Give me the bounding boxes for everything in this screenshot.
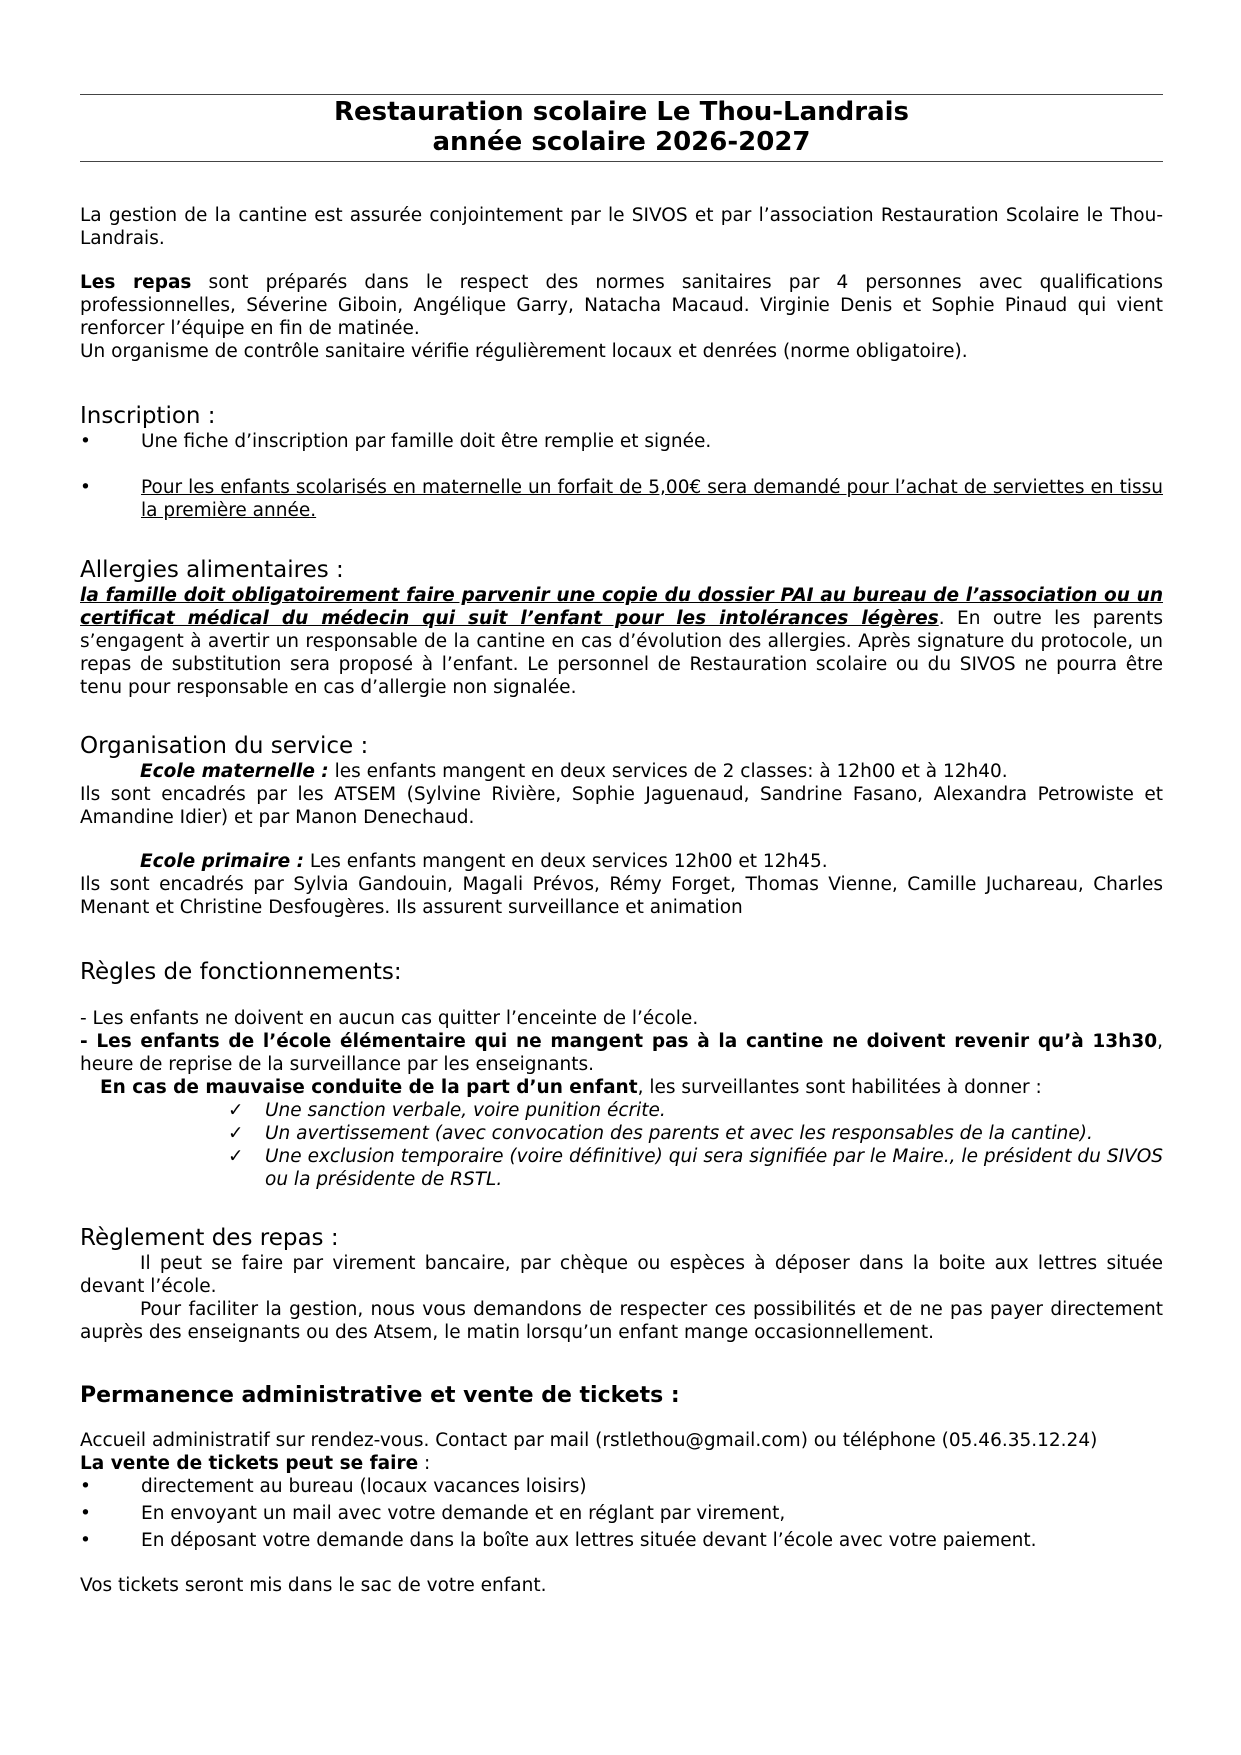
vente-label: La vente de tickets peut se faire — [80, 1453, 419, 1474]
regles-line-2-bold: - Les enfants de l’école élémentaire qui ne mangent pas à la cantine ne doivent revenir qu’à 13h30 — [80, 1031, 1158, 1052]
bullet-icon: • — [80, 431, 91, 452]
vente-item-2 — [80, 1502, 1163, 1525]
checkmark-icon: ✓ — [228, 1146, 244, 1167]
allergies-heading: Allergies alimentaires : — [80, 557, 344, 583]
bullet-icon: • — [80, 1530, 91, 1551]
maternelle-staff: Ils sont encadrés par les ATSEM (Sylvine Rivière, Sophie Jaguenaud, Sandrine Fasano, Alexandra Petrowiste et Amandine Idier) et par Manon Denechaud. — [80, 784, 1163, 828]
document-page — [80, 94, 1163, 1597]
bullet-icon: • — [80, 1503, 91, 1524]
title-line-1: Restauration scolaire Le Thou-Landrais — [333, 97, 910, 127]
allergies-emphasis: la famille doit obligatoirement faire parvenir une copie du dossier PAI au bureau de l’association ou un certificat médical du médecin qui suit l’enfant pour les intolérances légères — [80, 585, 1163, 629]
inscription-heading: Inscription : — [80, 403, 216, 429]
sanction-item-1 — [80, 1099, 1163, 1122]
sanction-text: Une exclusion temporaire (voire définitive) qui sera signifiée par le Maire., le président du SIVOS ou la présidente de RSTL. — [265, 1146, 1163, 1190]
bullet-icon: • — [80, 1476, 91, 1497]
vente-item-text: directement au bureau (locaux vacances loisirs) — [141, 1476, 587, 1497]
checkmark-icon: ✓ — [228, 1123, 244, 1144]
bullet-icon: • — [80, 477, 91, 498]
primaire-line — [80, 850, 1163, 873]
primaire-label: Ecole primaire : — [140, 851, 304, 872]
inscription-item-text: Une fiche d’inscription par famille doit être remplie et signée. — [141, 431, 712, 452]
controle-paragraph: Un organisme de contrôle sanitaire vérifie régulièrement locaux et denrées (norme obligatoire). — [80, 341, 968, 362]
primaire-staff: Ils sont encadrés par Sylvia Gandouin, Magali Prévos, Rémy Forget, Thomas Vienne, Camille Juchareau, Charles Menant et Christine Desfougères. Ils assurent surveillance et animation — [80, 874, 1163, 918]
bottom-rule — [80, 161, 1163, 162]
intro-paragraph: La gestion de la cantine est assurée conjointement par le SIVOS et par l’association Restauration Scolaire le Thou-Landrais. — [80, 205, 1163, 249]
reglement-heading: Règlement des repas : — [80, 1225, 339, 1251]
maternelle-label: Ecole maternelle : — [140, 761, 329, 782]
sanction-text: Un avertissement (avec convocation des parents et avec les responsables de la cantine). — [265, 1123, 1093, 1144]
repas-paragraph — [80, 271, 1163, 340]
checkmark-icon: ✓ — [228, 1100, 244, 1121]
maternelle-text: les enfants mangent en deux services de 2 classes: à 12h00 et à 12h40. — [328, 761, 1008, 782]
permanence-heading: Permanence administrative et vente de tickets : — [80, 1383, 680, 1408]
title-line-2: année scolaire 2026-2027 — [432, 127, 811, 157]
title-block — [80, 95, 1163, 161]
vente-item-text: En envoyant un mail avec votre demande et en réglant par virement, — [141, 1503, 786, 1524]
sanction-item-3 — [80, 1145, 1163, 1191]
repas-label: Les repas — [80, 272, 192, 293]
organisation-heading: Organisation du service : — [80, 733, 369, 759]
vente-item-1 — [80, 1475, 1163, 1498]
primaire-text: Les enfants mangent en deux services 12h00 et 12h45. — [303, 851, 828, 872]
closing-line: Vos tickets seront mis dans le sac de votre enfant. — [80, 1575, 547, 1596]
sanction-item-2 — [80, 1122, 1163, 1145]
reglement-paragraph-2: Pour faciliter la gestion, nous vous demandons de respecter ces possibilités et de ne pas payer directement auprès des enseignants ou des Atsem, le matin lorsqu’un enfant mange occasionnellement. — [80, 1299, 1163, 1343]
inscription-item-2 — [80, 476, 1163, 522]
allergies-paragraph — [80, 584, 1163, 699]
regles-line-2 — [80, 1030, 1163, 1076]
regles-heading: Règles de fonctionnements: — [80, 959, 402, 985]
vente-line — [80, 1452, 1163, 1475]
regles-line-3-text: , les surveillantes sont habilitées à donner : — [637, 1077, 1042, 1098]
vente-item-3 — [80, 1529, 1163, 1552]
regles-line-1: - Les enfants ne doivent en aucun cas quitter l’enceinte de l’école. — [80, 1008, 699, 1029]
regles-line-2-text: , heure de reprise de la surveillance par les enseignants. — [80, 1031, 1163, 1075]
vente-item-text: En déposant votre demande dans la boîte aux lettres située devant l’école avec votre paiement. — [141, 1530, 1037, 1551]
allergies-text: . En outre les parents s’engagent à avertir un responsable de la cantine en cas d’évolution des allergies. Après signature du protocole, un repas de substitution sera proposé à l’enfant. Le personnel de Restauration scolaire ou du SIVOS ne pourra être tenu pour responsable en cas d’allergie non signalée. — [80, 608, 1163, 698]
repas-text: sont préparés dans le respect des normes sanitaires par 4 personnes avec qualifications professionnelles, Séverine Giboin, Angélique Garry, Natacha Macaud. Virginie Denis et Sophie Pinaud qui vient renforcer l’équipe en fin de matinée. — [80, 272, 1163, 339]
reglement-paragraph-1: Il peut se faire par virement bancaire, par chèque ou espèces à déposer dans la boite aux lettres située devant l’école. — [80, 1253, 1163, 1297]
inscription-item-text: Pour les enfants scolarisés en maternelle un forfait de 5,00€ sera demandé pour l’achat de serviettes en tissu la première année. — [141, 477, 1163, 521]
sanction-text: Une sanction verbale, voire punition écrite. — [265, 1100, 666, 1121]
permanence-contact: Accueil administratif sur rendez-vous. Contact par mail (rstlethou@gmail.com) ou téléphone (05.46.35.12.24) — [80, 1430, 1098, 1451]
regles-line-3 — [80, 1076, 1163, 1099]
maternelle-line — [80, 760, 1163, 783]
vente-text: : — [418, 1453, 431, 1474]
regles-line-3-bold: En cas de mauvaise conduite de la part d’un enfant — [100, 1077, 638, 1098]
inscription-item-1 — [80, 430, 1163, 453]
